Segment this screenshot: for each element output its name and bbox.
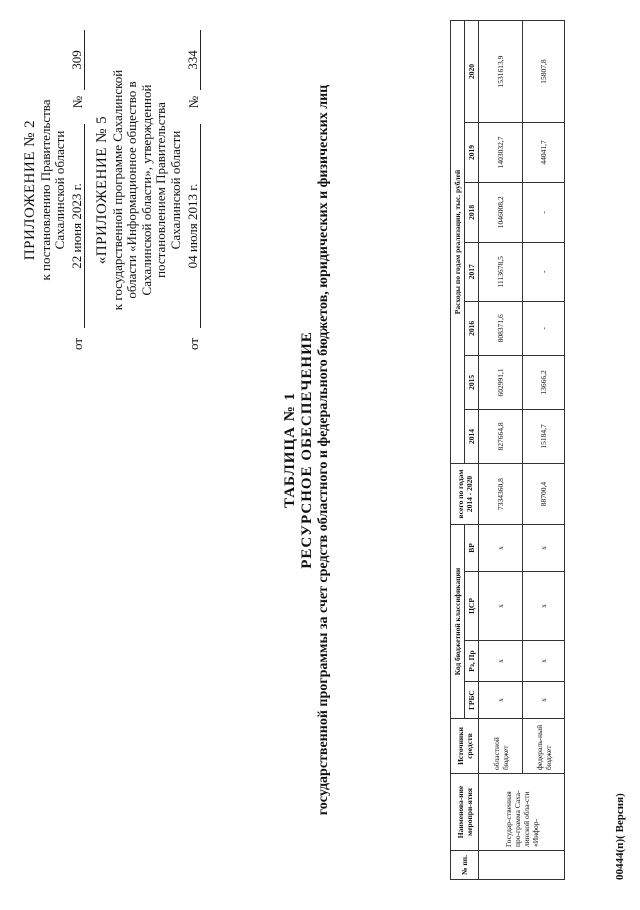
cell-rzpr: х [523,641,565,682]
table-heading [282,60,331,840]
header-name: Наименова-ние меропри-ятия [451,774,479,851]
header-year-2017: 2017 [465,242,479,301]
cell-vr: х [479,525,523,572]
annex-5-block [94,30,201,350]
header-year-2015: 2015 [465,355,479,409]
annex-5-line-2: области «Информационное общество в [124,81,140,299]
annex-5-line-1: к государственной программе Сахалинской [109,69,125,311]
cell-2018: 1046008,2 [479,182,523,242]
annex-5-line-4: постановлением Правительства [153,102,169,278]
header-grbs: ГРБС [465,682,479,719]
cell-2020: 15807,8 [523,21,565,123]
header-rzpr: Рз, Пр [465,641,479,682]
annex-2-from-label: от [69,337,85,350]
table-number: ТАБЛИЦА № 1 [282,391,298,509]
cell-number [479,851,565,880]
cell-2017: 1113678,5 [479,242,523,301]
header-year-2014: 2014 [465,409,479,463]
cell-grbs: х [479,682,523,719]
cell-source: федераль-ный бюджет [523,719,565,774]
header-number: № пп. [451,851,479,880]
resource-table [450,20,565,880]
annex-5-date: 04 июля 2013 г. [186,124,202,328]
annex-5-line-5: Сахалинской области [167,130,183,250]
header-budget-code: Код бюджетной классификации [451,525,465,719]
cell-2016: 808371,6 [479,301,523,355]
table-row [479,21,523,880]
cell-source: областной бюджет [479,719,523,774]
cell-vr: х [523,525,565,572]
header-source: Источники средств [451,719,479,774]
annex-5-number: 334 [186,30,202,90]
header-year-2016: 2016 [465,301,479,355]
header-vr: ВР [465,525,479,572]
document-version-code: 00444(п)( Версия) [614,793,626,880]
annex-2-date-row [70,30,86,350]
annex-2-date: 22 июня 2023 г. [70,124,86,328]
header-year-2019: 2019 [465,123,479,183]
cell-2014: 15184,7 [523,409,565,463]
header-year-2020: 2020 [465,21,479,123]
table-title: РЕСУРСНОЕ ОБЕСПЕЧЕНИЕ [299,331,315,569]
cell-2015: 602991,1 [479,355,523,409]
cell-2016: - [523,301,565,355]
table-row [523,21,565,880]
annex-5-number-label: № [185,95,201,109]
annex-2-line-2: Сахалинской области [52,130,68,250]
annex-5-date-row [186,30,202,350]
cell-2015: 13666,2 [523,355,565,409]
table-header-row [451,21,465,880]
cell-csr: х [479,572,523,641]
cell-2017: - [523,242,565,301]
annex-5-line-3: Сахалинской области», утвержденной [138,84,154,296]
header-csr: ЦСР [465,572,479,641]
table-subtitle: государственной программы за счет средств областного и федерального бюджетов, юридических и физических лиц [316,84,331,816]
cell-2020: 1531613,9 [479,21,523,123]
annex-2-number: 309 [70,30,86,90]
cell-total: 7334360,8 [479,464,523,525]
annex-5-from-label: от [185,337,201,350]
annex-5-title: «ПРИЛОЖЕНИЕ № 5 [94,115,110,265]
cell-2014: 827664,8 [479,409,523,463]
annex-2-block [22,30,85,350]
annex-2-title: ПРИЛОЖЕНИЕ № 2 [22,119,38,261]
cell-total: 88700,4 [523,464,565,525]
header-total: всего по годам 2014 - 2020 [451,464,479,525]
annex-2-line-1: к постановлению Правительства [37,99,53,281]
cell-2018: - [523,182,565,242]
cell-program-name: Государ-ственная про-грамма Саха-линской обла-сти «Инфор- [479,774,565,851]
cell-2019: 44041,7 [523,123,565,183]
annex-2-number-label: № [69,95,85,109]
header-year-2018: 2018 [465,182,479,242]
header-expenses: Расходы по годам реализации, тыс. рублей [451,21,465,464]
cell-2019: 1403032,7 [479,123,523,183]
cell-csr: х [523,572,565,641]
cell-rzpr: х [479,641,523,682]
cell-grbs: х [523,682,565,719]
